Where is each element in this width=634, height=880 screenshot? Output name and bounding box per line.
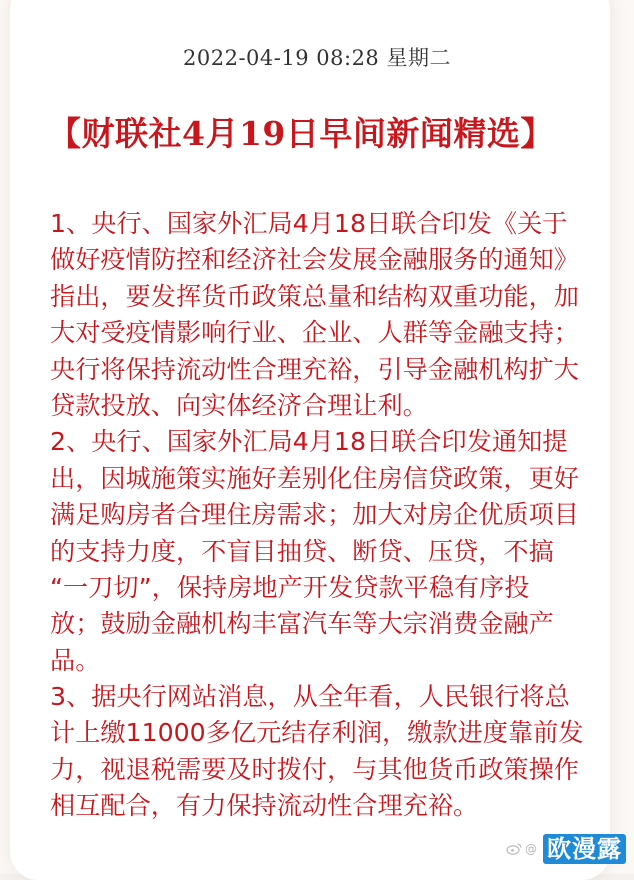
body-line: 计上缴11000多亿元结存利润，缴款进度靠前发 [50, 718, 584, 748]
body-line: “一刀切”，保持房地产开发贷款平稳有序投 [50, 572, 530, 602]
body-line: 贷款投放、向实体经济合理让利。 [50, 390, 428, 420]
body-line: 央行将保持流动性合理充裕，引导金融机构扩大 [50, 354, 579, 384]
body-line: 力，视退税需要及时拨付，与其他货币政策操作 [50, 754, 579, 784]
body-line: 2、央行、国家外汇局4月18日联合印发通知提 [50, 427, 568, 457]
body-line: 大对受疫情影响行业、企业、人群等金融支持； [50, 318, 579, 348]
body-line: 指出，要发挥货币政策总量和结构双重功能，加 [50, 281, 579, 311]
body-line: 放；鼓励金融机构丰富汽车等大宗消费金融产 [50, 609, 554, 639]
body-line: 品。 [50, 645, 101, 675]
weibo-icon [506, 843, 522, 855]
watermark-source [506, 842, 537, 856]
watermark-brand: 欧漫露 [543, 834, 626, 864]
body-line: 1、央行、国家外汇局4月18日联合印发《关于 [50, 209, 568, 238]
article-headline: 【财联社4月19日早间新闻精选】 [48, 114, 554, 153]
body-line: 出，因城施策实施好差别化住房信贷政策，更好 [50, 463, 579, 493]
article-body [50, 206, 590, 825]
watermark-at: @ [525, 842, 537, 856]
publish-datetime: 2022-04-19 08:28 星期二 [183, 46, 451, 70]
body-line: 相互配合，有力保持流动性合理充裕。 [50, 791, 479, 821]
watermark [506, 832, 626, 866]
body-line: 3、据央行网站消息，从全年看，人民银行将总 [50, 682, 570, 712]
body-line: 的支持力度，不盲目抽贷、断贷、压贷，不搞 [50, 536, 554, 566]
body-line: 做好疫情防控和经济社会发展金融服务的通知》 [50, 245, 579, 275]
body-line: 满足购房者合理住房需求；加大对房企优质项目 [50, 500, 579, 530]
